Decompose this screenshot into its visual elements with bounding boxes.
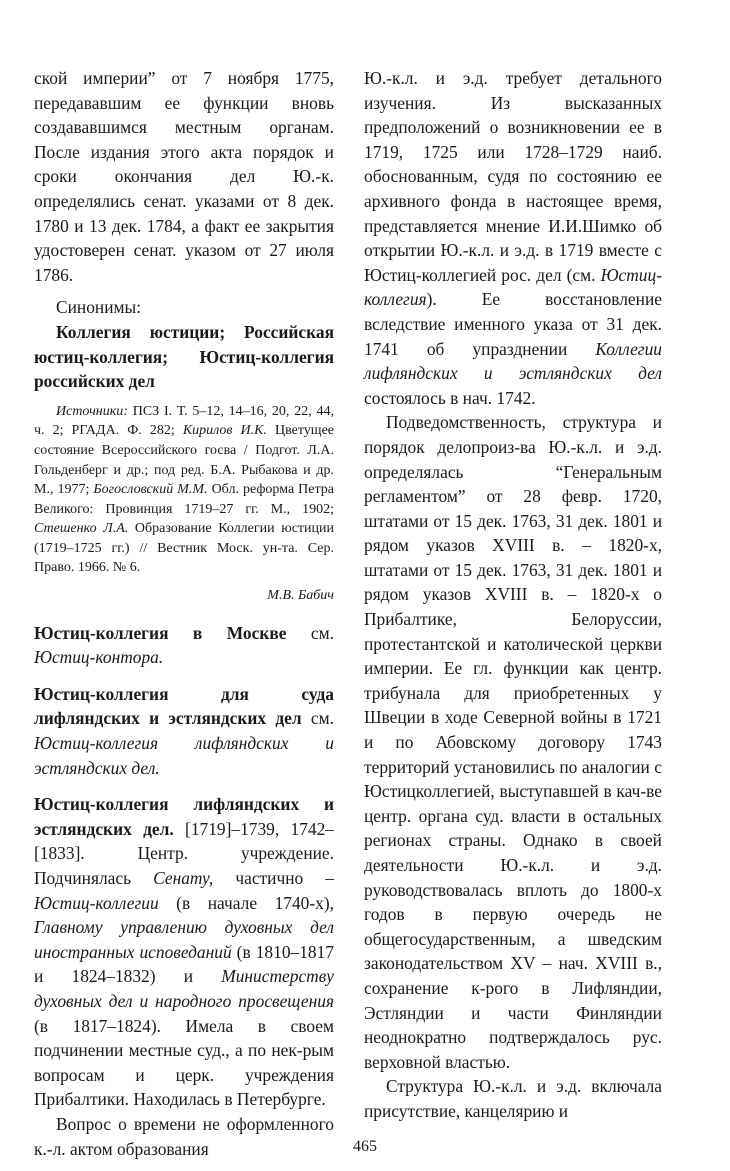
entry-main bbox=[34, 792, 334, 1112]
synonyms-heading: Синонимы: bbox=[56, 297, 142, 318]
cross-reference: Министерству духовных дел и народного просвещения bbox=[34, 966, 334, 1011]
cross-reference: Сенату, bbox=[153, 868, 214, 888]
left-column bbox=[34, 66, 334, 1161]
entry-text: (в начале 1740-х), bbox=[158, 892, 334, 913]
see-text: см. bbox=[286, 622, 334, 643]
cross-reference: Главному управлению духовных дел иностранных исповеданий bbox=[34, 917, 334, 962]
right-column bbox=[364, 66, 662, 1124]
see-text: см. bbox=[301, 708, 335, 729]
entry-text: частично – bbox=[213, 868, 335, 888]
cross-reference: Коллегии лифляндских и эстляндских дел bbox=[364, 338, 662, 384]
entry-heading: Юстиц-коллегия в Москве bbox=[34, 622, 287, 643]
sources bbox=[34, 402, 334, 578]
sources-author: Богословский М.М. bbox=[93, 482, 208, 498]
entry-moscow bbox=[34, 621, 334, 670]
entry-court bbox=[34, 682, 334, 780]
entry-text: (в 1810–1817 и 1824–1832) и bbox=[34, 941, 334, 987]
sources-text: Цветущее состояние Всероссийского госва / Подгот. Л.А. Гольденберг и др.; под ред. Б.А. Рыбакова и др. М., 1977; bbox=[34, 423, 334, 498]
sources-author: Кирилов И.К. bbox=[182, 423, 267, 439]
synonyms-list: Коллегия юстиции; Российская юстиц-коллегия; Юстиц-коллегия российских дел bbox=[34, 321, 334, 392]
cross-reference: Юстиц-коллегия bbox=[364, 264, 662, 310]
entry-text: [1719]–1739, 1742–[1833]. Центр. учреждение. Подчинялась bbox=[34, 818, 334, 888]
paragraph-text: Ю.-к.л. и э.д. требует детального изучения. Из высказанных предположений о возникновении ее в 1719, 1725 или 1728–1729 наиб. обоснованным, судя по состоянию ее архивного фонда в настоящее время, представляется мнение И.И.Шимко об открытии Ю.-к.л. и э.д. в 1719 вместе с Юстиц-коллегией рос. дел (см. bbox=[364, 68, 662, 285]
page-number: 465 bbox=[353, 1138, 377, 1155]
sources-author: Стешенко Л.А. bbox=[34, 521, 129, 537]
entry-heading: Юстиц-коллегия лифляндских и эстляндских дел. bbox=[34, 794, 334, 839]
paragraph-text: ). Ее восстановление вследствие именного указа от 31 дек. 1741 об упразднении bbox=[364, 289, 662, 359]
sources-label: Источники: bbox=[56, 403, 128, 419]
paragraph: Структура Ю.-к.л. и э.д. включала присутствие, канцелярию и bbox=[364, 1076, 662, 1121]
paragraph: Подведомственность, структура и порядок делопроиз-ва Ю.-к.л. и э.д. определялась “Генеральным регламентом” от 28 февр. 1720, штатами от 15 дек. 1763, 31 дек. 1801 и рядом указов XVIII в. – 1820-х, штатами от 15 дек. 1763, 31 дек. 1801 и рядом указов XVIII в. – 1820-х о Прибалтике, Белоруссии, протестантской и католической церкви империи. Ее гл. функции как центр. трибунала для приобретенных у Швеции в ходе Северной войны в 1721 и по Абовскому договору 1743 территорий установились по аналогии с Юстицколлегией, выступавшей в кач-ве центр. органа суд. власти в остальных регионах страны. Однако в своей деятельности Ю.-к.л. и э.д. руководствовалась вплоть до 1800-х годов в первую очередь не общегосударственным, а шведским законодательством XV – нач. XVIII в., сохранение к-рого в Лифляндии, Эстляндии и части Финляндии неоднократно подтверждалось рус. верховной властью. bbox=[364, 412, 662, 1072]
paragraph bbox=[364, 66, 662, 410]
paragraph-text: состоялось в нач. 1742. bbox=[364, 387, 536, 408]
cross-reference: Юстиц-контора. bbox=[34, 647, 164, 668]
sources-text: ПСЗ I. Т. 5–12, 14–16, 20, 22, 44, ч. 2; РГАДА. Ф. 282; bbox=[34, 403, 334, 439]
cross-reference: Юстиц-коллегия лифляндских и эстляндских дел. bbox=[34, 733, 334, 778]
sources-text: Обл. реформа Петра Великого: Провинция 1719–27 гг. М., 1902; bbox=[34, 482, 334, 517]
paragraph: ской империи” от 7 ноября 1775, передававшим ее функции вновь создававшимся местным органам. После издания этого акта порядок и сроки окончания дел Ю.-к. определялись сенат. указами от 8 дек. 1780 и 13 дек. 1784, а факт ее закрытия удостоверен сенат. указом от 27 июля 1786. bbox=[34, 68, 334, 285]
cross-reference: Юстиц-коллегии bbox=[34, 892, 159, 913]
paragraph: Вопрос о времени не оформленного к.-л. актом образования bbox=[34, 1113, 334, 1159]
entry-text: (в 1817–1824). Имела в своем подчинении местные суд., а по нек-рым вопросам и церк. учреждения Прибалтики. Находилась в Петербурге. bbox=[34, 1015, 334, 1110]
entry-heading: Юстиц-коллегия для суда лифляндских и эстляндских дел bbox=[34, 683, 334, 729]
article-author: М.В. Бабич bbox=[267, 588, 334, 604]
sources-text: Образование Коллегии юстиции (1719–1725 гг.) // Вестник Моск. ун-та. Сер. Право. 1966. № 6. bbox=[34, 521, 334, 576]
